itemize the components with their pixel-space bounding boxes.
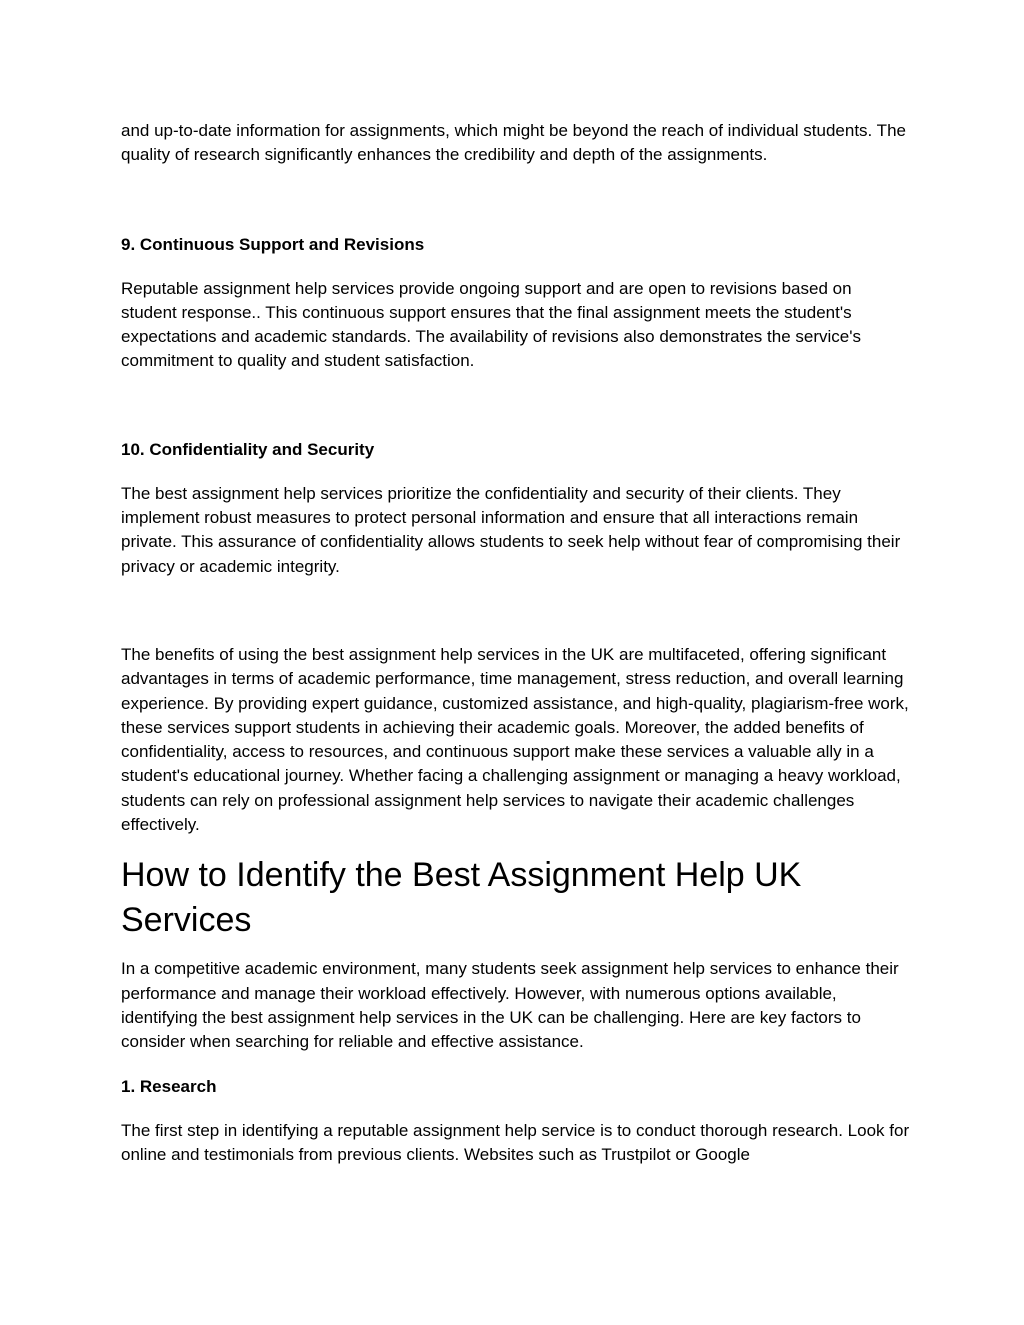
- section-10-paragraph: The best assignment help services prioritize the confidentiality and security of their clients. They implement robust measures to protect personal information and ensure that all interactions remain private. This assurance of confidentiality allows students to seek help without fear of compromising their privacy or academic integrity.: [121, 483, 901, 576]
- main-intro-paragraph: In a competitive academic environment, many students seek assignment help services to enhance their performance and manage their workload effectively. However, with numerous options available, identifying the best assignment help services in the UK can be challenging. Here are key factors to consider when searching for reliable and effective assistance.: [121, 959, 899, 1052]
- main-heading: How to Identify the Best Assignment Help UK Services: [121, 856, 802, 940]
- conclusion-paragraph: The benefits of using the best assignment help services in the UK are multifaceted, offering significant advantages in terms of academic performance, time management, stress reduction, and overall learning experience. By providing expert guidance, customized assistance, and high-quality, plagiarism-free work, these services support students in achieving their academic goals. Moreover, the added benefits of confidentiality, access to resources, and continuous support make these services a valuable ally in a student's educational journey. Whether facing a challenging assignment or managing a heavy workload, students can rely on professional assignment help services to navigate their academic challenges effectively.: [121, 644, 909, 835]
- section-9-paragraph: Reputable assignment help services provide ongoing support and are open to revisions based on student response.. This continuous support ensures that the final assignment meets the student's expectations and academic standards. The availability of revisions also demonstrates the service's commitment to quality and student satisfaction.: [121, 278, 861, 371]
- section-9-heading: 9. Continuous Support and Revisions: [121, 234, 425, 254]
- document-page: [121, 119, 911, 1167]
- section-1-heading: 1. Research: [121, 1076, 217, 1096]
- section-1-paragraph: The first step in identifying a reputable assignment help service is to conduct thorough research. Look for online and testimonials from previous clients. Websites such as Trustpilot or Google: [121, 1120, 910, 1164]
- section-10-heading: 10. Confidentiality and Security: [121, 439, 375, 459]
- intro-paragraph: and up-to-date information for assignments, which might be beyond the reach of individual students. The quality of research significantly enhances the credibility and depth of the assignments.: [121, 121, 906, 165]
